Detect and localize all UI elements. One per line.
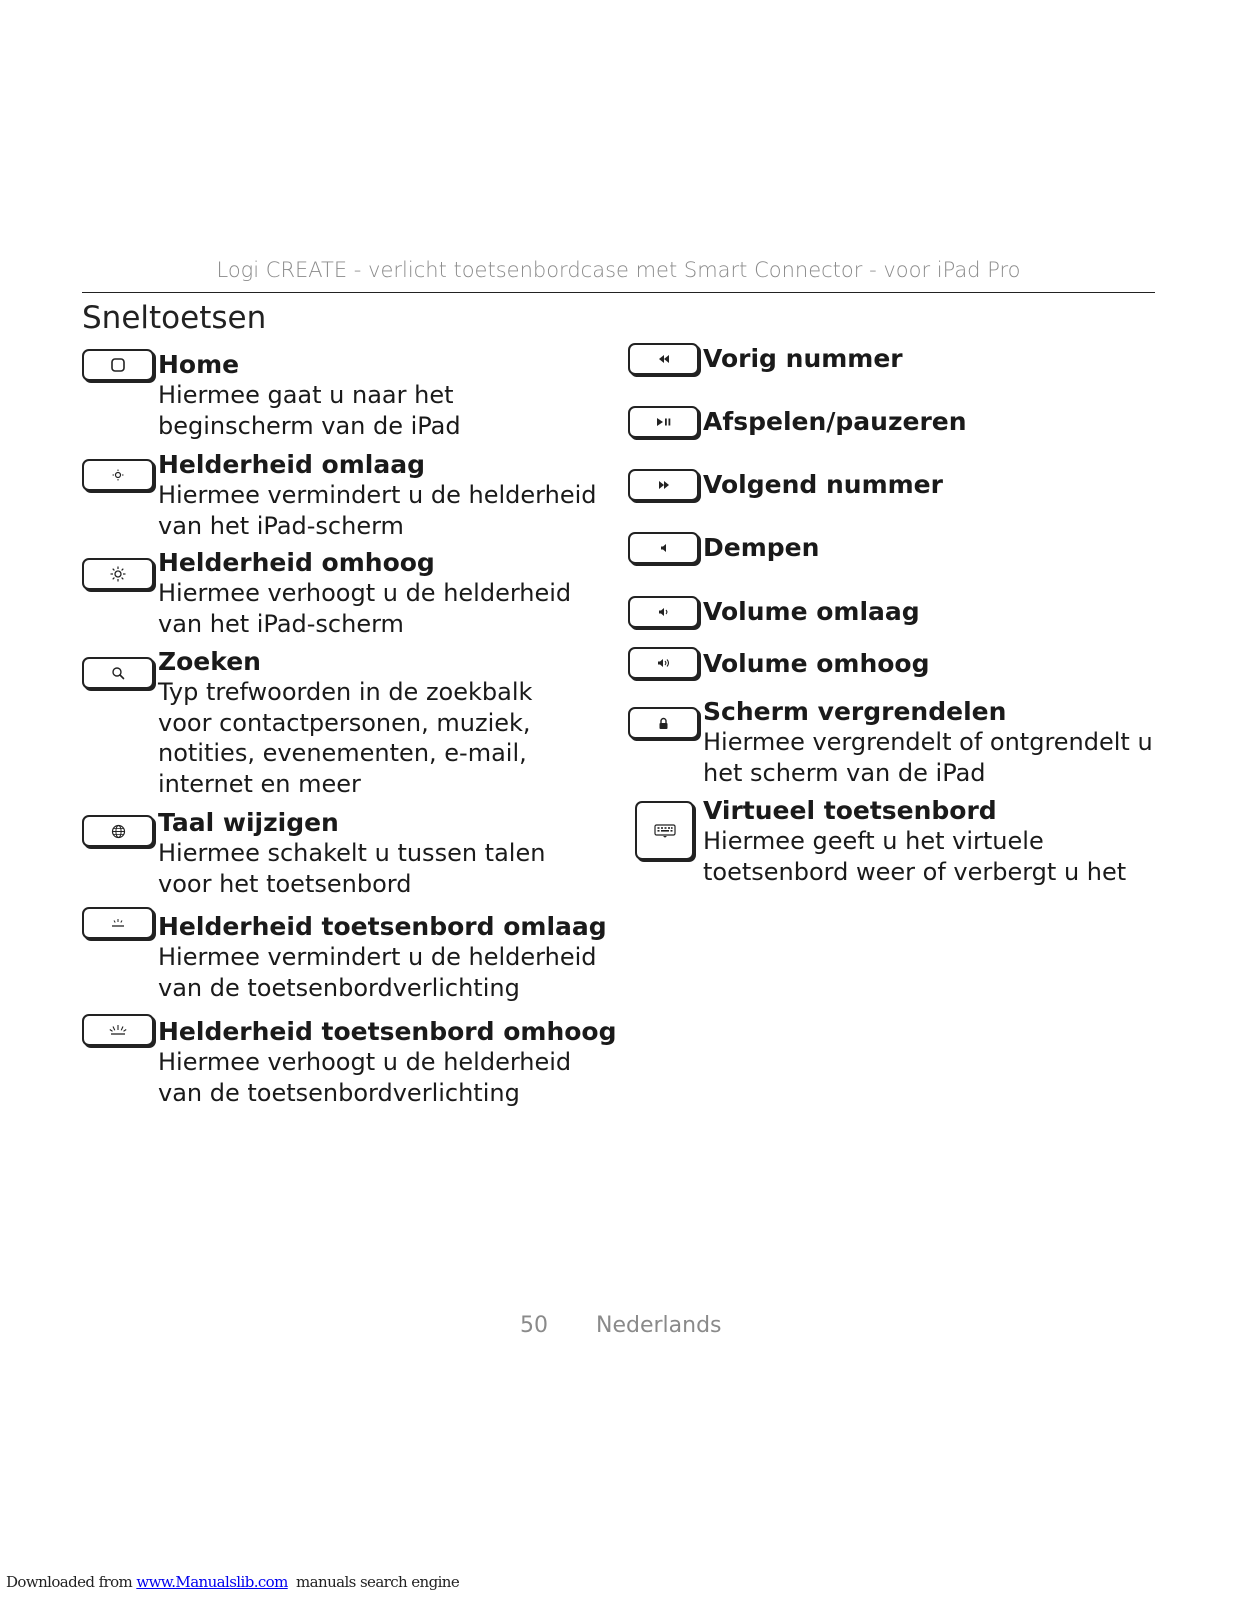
shortcut-desc-line: Hiermee gaat u naar het (158, 381, 454, 409)
watermark-suffix: manuals search engine (287, 1573, 460, 1591)
backlight-down-icon (109, 917, 127, 929)
shortcut-desc-line: voor contactpersonen, muziek, (158, 708, 531, 737)
keyboard-icon (654, 824, 676, 838)
page-number: 50 (520, 1313, 548, 1338)
shortcut-desc-line: van het iPad-scherm (158, 609, 404, 638)
next-track-icon (657, 480, 671, 490)
shortcut-desc-line: Hiermee vermindert u de helderheid (158, 943, 597, 971)
header-divider (82, 292, 1155, 293)
shortcut-desc-line: van het iPad-scherm (158, 511, 404, 540)
shortcut-desc-line: Typ trefwoorden in de zoekbalk (158, 678, 533, 706)
next-track-key (628, 469, 699, 501)
shortcut-title: Helderheid toetsenbord omlaag (158, 912, 607, 941)
backlight-up-key (82, 1014, 154, 1046)
shortcut-desc-line: Hiermee geeft u het virtuele (703, 827, 1044, 855)
manualslib-link[interactable]: www.Manualslib.com (136, 1573, 288, 1591)
backlight-down-key (82, 907, 154, 939)
shortcut-desc-line: voor het toetsenbord (158, 869, 412, 898)
shortcut-desc-line: toetsenbord weer of verbergt u het (703, 857, 1127, 886)
section-title: Sneltoetsen (82, 300, 267, 336)
shortcut-title: Volgend nummer (703, 470, 943, 499)
shortcut-desc-line: het scherm van de iPad (703, 758, 986, 787)
shortcut-title: Scherm vergrendelen (703, 697, 1007, 726)
lock-icon (658, 717, 669, 730)
shortcut-title: Zoeken (158, 647, 261, 676)
shortcut-title: Afspelen/pauzeren (703, 407, 967, 436)
volume-up-key (628, 647, 699, 679)
mute-key (628, 532, 699, 564)
watermark-prefix: Downloaded from (6, 1573, 137, 1591)
shortcut-desc-line: Hiermee vermindert u de helderheid (158, 481, 597, 509)
brightness-down-icon (111, 468, 125, 482)
shortcut-title: Virtueel toetsenbord (703, 796, 997, 825)
previous-track-key (628, 343, 699, 375)
volume-up-icon (656, 658, 672, 668)
shortcut-desc-line: van de toetsenbordverlichting (158, 1078, 520, 1107)
volume-down-key (628, 596, 699, 628)
home-key (82, 349, 154, 381)
shortcut-title: Volume omhoog (703, 649, 930, 678)
language-key (82, 815, 154, 847)
footer-language: Nederlands (596, 1313, 722, 1338)
play-pause-icon (655, 417, 673, 427)
search-icon (111, 666, 125, 680)
shortcut-desc-line: Hiermee vergrendelt of ontgrendelt u (703, 728, 1153, 756)
shortcut-desc-line: Hiermee schakelt u tussen talen (158, 839, 546, 867)
shortcut-desc-line: internet en meer (158, 769, 361, 798)
backlight-up-icon (108, 1024, 128, 1037)
shortcut-title: Taal wijzigen (158, 808, 339, 837)
shortcut-title: Helderheid omlaag (158, 450, 425, 479)
shortcut-title: Helderheid toetsenbord omhoog (158, 1017, 617, 1046)
shortcut-title: Helderheid omhoog (158, 548, 435, 577)
volume-down-icon (657, 607, 671, 617)
download-watermark (6, 1573, 459, 1591)
shortcut-desc-line: Hiermee verhoogt u de helderheid (158, 579, 572, 607)
shortcut-title: Dempen (703, 533, 820, 562)
lock-key (628, 707, 699, 739)
brightness-up-icon (110, 566, 126, 582)
shortcut-title: Vorig nummer (703, 344, 903, 373)
shortcut-desc-line: beginscherm van de iPad (158, 411, 461, 440)
shortcut-title: Volume omlaag (703, 597, 920, 626)
shortcut-title: Home (158, 350, 240, 379)
previous-track-icon (657, 354, 671, 364)
play-pause-key (628, 406, 699, 438)
shortcut-desc-line: van de toetsenbordverlichting (158, 973, 520, 1002)
virtual-keyboard-key (635, 801, 694, 860)
globe-icon (111, 824, 126, 839)
shortcut-desc-line: Hiermee verhoogt u de helderheid (158, 1048, 572, 1076)
shortcut-desc-line: notities, evenementen, e-mail, (158, 739, 527, 767)
search-key (82, 657, 154, 689)
brightness-up-key (82, 558, 154, 590)
running-header: Logi CREATE - verlicht toetsenbordcase met Smart Connector - voor iPad Pro (216, 258, 1021, 282)
brightness-down-key (82, 459, 154, 491)
mute-icon (659, 543, 669, 553)
home-icon (110, 357, 126, 373)
